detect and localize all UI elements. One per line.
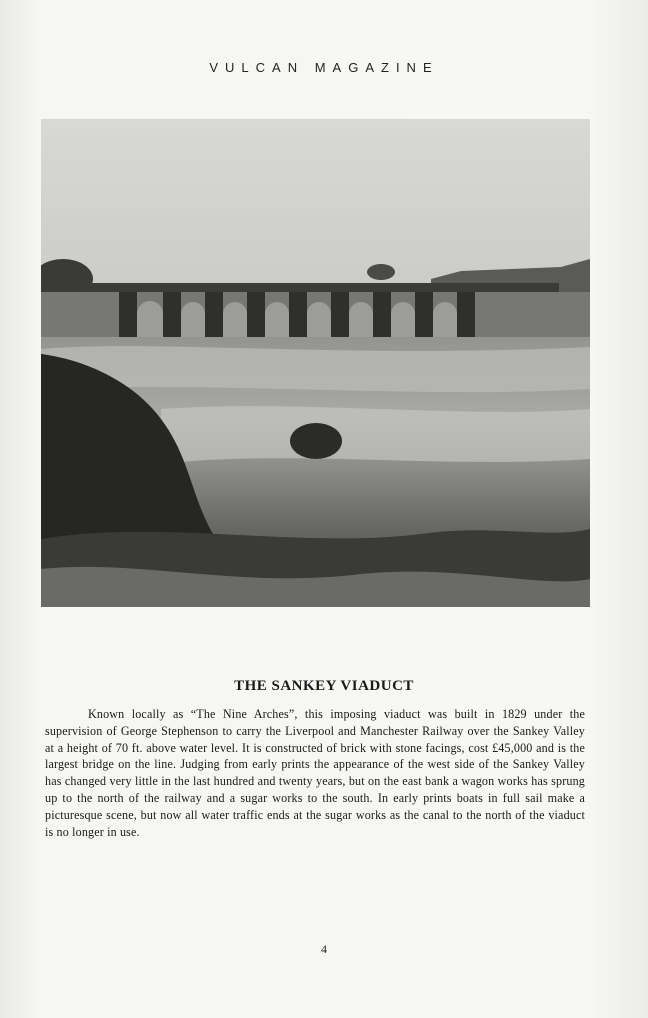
article-body: Known locally as “The Nine Arches”, this imposing viaduct was built in 1829 under the supervision of George Stephenson to carry the Liverpool and Manchester Railway over the Sankey Valley at a height of 70 ft. above water level. It is constructed of brick with stone facings, cost £45,000 and is the largest bridge on the line. Judging from early prints the appearance of the west side of the Sankey Valley has changed very little in the last hundred and twenty years, but on the east bank a wagon works has sprung up to the north of the railway and a sugar works to the south. In early prints boats in full sail make a picturesque scene, but now all water traffic ends at the sugar works as the canal to the north of the viaduct is no longer in use. bbox=[45, 707, 585, 839]
masthead: VULCAN MAGAZINE bbox=[209, 60, 439, 75]
viaduct-photograph bbox=[41, 119, 590, 607]
page-number: 4 bbox=[321, 942, 327, 956]
article-title: THE SANKEY VIADUCT bbox=[234, 678, 414, 694]
